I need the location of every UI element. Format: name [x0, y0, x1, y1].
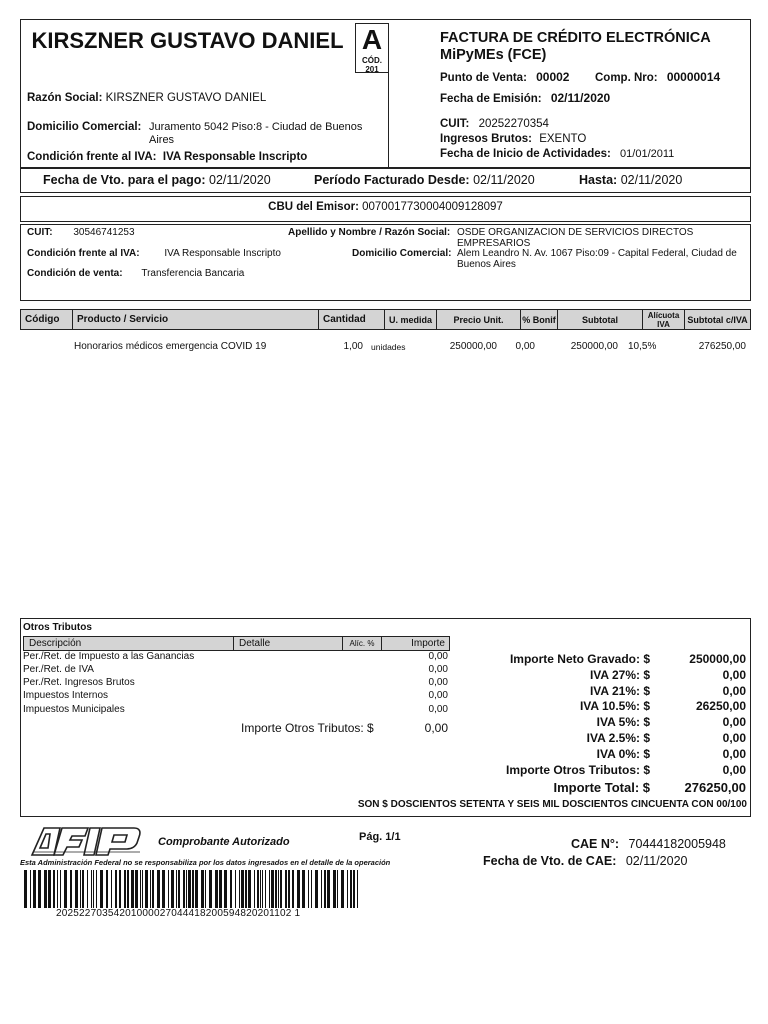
- periodo-hasta-label: Hasta:: [579, 173, 618, 187]
- items-table-header: [20, 309, 751, 330]
- importe-en-letras: SON $ DOSCIENTOS SETENTA Y SEIS MIL DOSCIENTOS CINCUENTA CON 00/100: [357, 799, 747, 810]
- item-subtotal: 250000,00: [570, 341, 618, 352]
- iva-25-label: IVA 2.5%: $: [586, 731, 650, 745]
- comp-nro-value: 00000014: [666, 70, 721, 84]
- razon-social-value: KIRSZNER GUSTAVO DANIEL: [105, 92, 267, 104]
- vto-cae: [483, 854, 687, 868]
- inicio-actividades: [440, 148, 674, 160]
- iva-105-value: 26250,00: [695, 699, 746, 713]
- iva-5-value: 0,00: [722, 715, 746, 729]
- disclaimer: Esta Administración Federal no se responsabiliza por los datos ingresados en el detalle de la operación: [20, 858, 391, 867]
- afip-logo-icon: [30, 826, 142, 856]
- condicion-iva-value: IVA Responsable Inscripto: [162, 151, 308, 163]
- ingresos-brutos-value: EXENTO: [539, 133, 587, 145]
- receptor-domicilio-value: Alem Leandro N. Av. 1067 Piso:09 - Capital Federal, Ciudad de Buenos Aires: [457, 248, 737, 270]
- total-neto-label: Importe Neto Gravado: $: [509, 652, 650, 666]
- receptor-cuit: [27, 227, 135, 238]
- cbu-emisor: [20, 201, 751, 213]
- invoice-code: CÓD. 201: [362, 56, 382, 74]
- invoice-title: [440, 30, 711, 64]
- total-neto-value: 250000,00: [689, 652, 746, 666]
- cae-value: 70444182005948: [628, 837, 726, 851]
- punto-venta-value: 00002: [536, 70, 570, 84]
- tt-head-descripcion: Descripción: [23, 636, 234, 651]
- punto-venta: [440, 70, 569, 84]
- th-codigo: Código: [21, 310, 73, 329]
- periodo-desde: [314, 173, 535, 187]
- seller-cuit-value: 20252270354: [478, 118, 549, 130]
- comprobante-autorizado: Comprobante Autorizado: [158, 836, 290, 848]
- iva-21-value: 0,00: [722, 684, 746, 698]
- tributo-descripcion: Per./Ret. de IVA: [23, 664, 94, 675]
- header-divider: [388, 73, 389, 167]
- cae-label: CAE N°:: [571, 837, 620, 851]
- iva-105-label: IVA 10.5%: $: [579, 699, 650, 713]
- seller-cuit: [440, 118, 549, 130]
- invoice-title-line1: FACTURA DE CRÉDITO ELECTRÓNICA: [440, 30, 711, 46]
- receptor-cuit-label: CUIT:: [27, 227, 53, 238]
- seller-razon-social: [27, 92, 266, 104]
- cae-numero: [571, 837, 726, 851]
- fecha-emision-value: 02/11/2020: [550, 91, 611, 105]
- fecha-emision-label: Fecha de Emisión:: [440, 93, 542, 105]
- receptor-cuit-value: 30546741253: [73, 227, 135, 238]
- tributo-descripcion: Impuestos Internos: [23, 690, 109, 701]
- comp-nro: [595, 70, 720, 84]
- iva-27-label: IVA 27%: $: [589, 668, 650, 682]
- seller-condicion-iva: [27, 151, 307, 163]
- importe-total-label: Importe Total: $: [553, 780, 650, 795]
- invoice-letter: A: [361, 24, 383, 55]
- th-subtotal: Subtotal: [558, 310, 643, 329]
- receptor-condicion-iva-value: IVA Responsable Inscripto: [164, 248, 281, 259]
- condicion-iva-label: Condición frente al IVA:: [27, 151, 157, 163]
- tributo-importe: 0,00: [428, 690, 448, 701]
- item-cantidad: 1,00: [343, 341, 363, 352]
- iva-21-label: IVA 21%: $: [589, 684, 650, 698]
- periodo-desde-label: Período Facturado Desde:: [314, 173, 470, 187]
- tributo-importe: 0,00: [428, 677, 448, 688]
- th-cantidad: Cantidad: [319, 310, 385, 329]
- vto-pago: [43, 173, 271, 187]
- receptor-nombre-label: Apellido y Nombre / Razón Social:: [288, 227, 451, 238]
- tributo-importe: 0,00: [428, 664, 448, 675]
- item-producto: Honorarios médicos emergencia COVID 19: [74, 341, 267, 352]
- otros-tributos-label: Importe Otros Tributos: $: [505, 763, 650, 777]
- condicion-venta-label: Condición de venta:: [27, 268, 123, 279]
- otros-tributos-total-value: 0,00: [424, 721, 448, 735]
- periodo-hasta-value: 02/11/2020: [620, 173, 683, 187]
- punto-venta-label: Punto de Venta:: [440, 72, 527, 84]
- condicion-venta-value: Transferencia Bancaria: [141, 268, 245, 279]
- ingresos-brutos: [440, 133, 586, 145]
- tt-head-alic: Alíc. %: [342, 636, 382, 651]
- receptor-domicilio-label: Domicilio Comercial:: [352, 248, 452, 259]
- item-alicuota: 10,5%: [628, 341, 657, 352]
- seller-cuit-label: CUIT:: [440, 118, 470, 130]
- th-subtotal-iva: Subtotal c/IVA: [687, 314, 748, 325]
- th-producto: Producto / Servicio: [73, 310, 319, 329]
- cbu-value: 0070017730004009128097: [362, 201, 503, 213]
- receptor-condicion-iva: [27, 248, 281, 259]
- invoice-title-line2: MiPyMEs (FCE): [440, 47, 547, 63]
- th-bonif: % Bonif: [521, 310, 558, 329]
- importe-total-value: 276250,00: [684, 780, 746, 795]
- item-bonif: 0,00: [515, 341, 535, 352]
- receptor-condicion-iva-label: Condición frente al IVA:: [27, 248, 140, 259]
- vto-cae-label: Fecha de Vto. de CAE:: [483, 854, 617, 868]
- barcode-number: 20252270354201000027044418200594820201102 1: [56, 908, 301, 919]
- comp-nro-label: Comp. Nro:: [595, 72, 658, 84]
- item-umedida: unidades: [371, 342, 406, 352]
- vto-cae-value: 02/11/2020: [625, 854, 688, 868]
- receptor-nombre-value: OSDE ORGANIZACION DE SERVICIOS DIRECTOS EMPRESARIOS: [457, 227, 694, 249]
- tributo-descripcion: Impuestos Municipales: [23, 704, 125, 715]
- tributo-descripcion: Per./Ret. de Impuesto a las Ganancias: [23, 651, 195, 662]
- page-number: Pág. 1/1: [359, 831, 401, 843]
- tributo-importe: 0,00: [428, 704, 448, 715]
- tt-head-importe: Importe: [381, 636, 450, 651]
- th-umedida: U. medida: [385, 310, 437, 329]
- vto-pago-value: 02/11/2020: [209, 173, 271, 187]
- vto-pago-label: Fecha de Vto. para el pago:: [43, 173, 206, 187]
- domicilio-label: Domicilio Comercial:: [27, 121, 142, 133]
- inicio-actividades-label: Fecha de Inicio de Actividades:: [440, 148, 611, 160]
- inicio-actividades-value: 01/01/2011: [620, 148, 675, 160]
- tributo-importe: 0,00: [428, 651, 448, 662]
- item-subtotal-iva: 276250,00: [698, 341, 746, 352]
- fecha-emision: [440, 91, 610, 105]
- iva-0-label: IVA 0%: $: [596, 747, 650, 761]
- domicilio-value: Juramento 5042 Piso:8 - Ciudad de Buenos Aires: [149, 121, 363, 146]
- invoice-type-box: [355, 23, 389, 73]
- periodo-hasta: [579, 173, 682, 187]
- otros-tributos-total-label: Importe Otros Tributos: $: [241, 721, 374, 735]
- razon-social-label: Razón Social:: [27, 92, 103, 104]
- iva-25-value: 0,00: [722, 731, 746, 745]
- periodo-desde-value: 02/11/2020: [473, 173, 535, 187]
- iva-0-value: 0,00: [722, 747, 746, 761]
- th-alicuota: Alícuota IVA: [643, 310, 685, 329]
- th-precio: Precio Unit.: [437, 310, 521, 329]
- otros-tributos-title: Otros Tributos: [23, 622, 92, 633]
- condicion-venta: [27, 268, 244, 279]
- otros-tributos-value: 0,00: [722, 763, 746, 777]
- seller-name: KIRSZNER GUSTAVO DANIEL: [31, 28, 344, 53]
- ingresos-brutos-label: Ingresos Brutos:: [440, 133, 533, 145]
- tt-head-detalle: Detalle: [233, 636, 343, 651]
- barcode-icon: [22, 870, 362, 908]
- cbu-label: CBU del Emisor:: [268, 201, 359, 213]
- tributo-descripcion: Per./Ret. Ingresos Brutos: [23, 677, 135, 688]
- iva-5-label: IVA 5%: $: [596, 715, 650, 729]
- iva-27-value: 0,00: [722, 668, 746, 682]
- item-precio: 250000,00: [449, 341, 497, 352]
